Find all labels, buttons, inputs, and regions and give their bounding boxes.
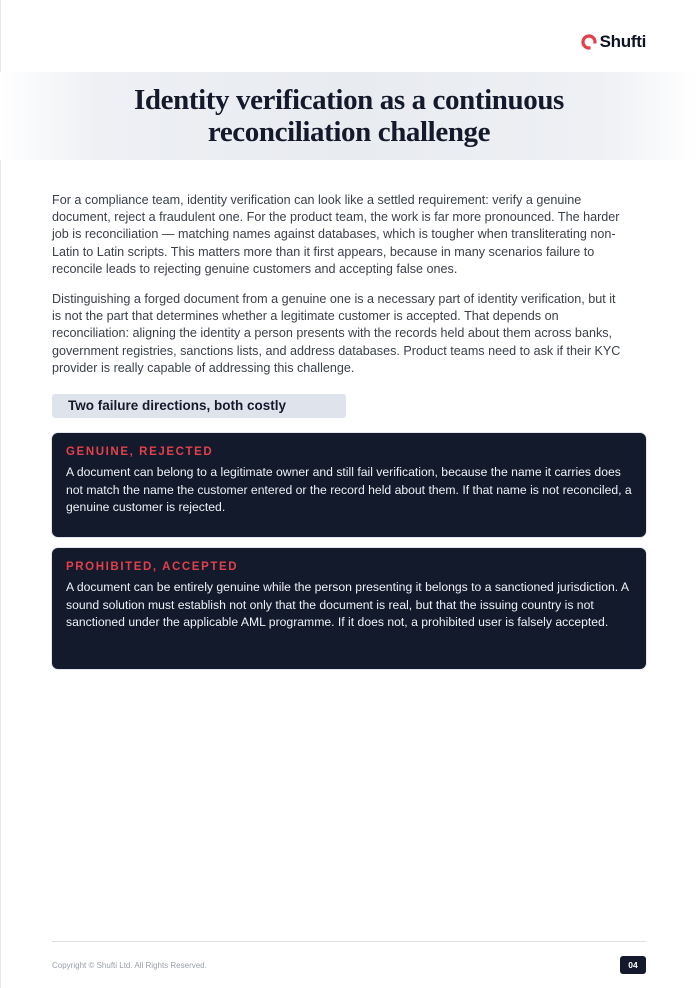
card-label: PROHIBITED, ACCEPTED — [66, 561, 239, 573]
callout-card-genuine-rejected — [52, 433, 646, 537]
page-title-line-1: Identity verification as a continuous — [134, 84, 564, 116]
page-number-badge: 04 — [620, 956, 646, 974]
brand-logo — [581, 32, 646, 52]
copyright-text: Copyright © Shufti Ltd. All Rights Reserved. — [52, 961, 207, 970]
card-label: GENUINE, REJECTED — [66, 446, 214, 458]
section-heading: Two failure directions, both costly — [52, 394, 346, 418]
reconciliation-paragraph: Distinguishing a forged document from a genuine one is a necessary part of identity verification, but it is not the part that determines whether a legitimate customer is accepted. That depends on reconciliation: aligning the identity a person presents with the records held about them across banks, government registries, sanctions lists, and address databases. Product teams need to ask if their KYC provider is really capable of addressing this challenge. — [52, 292, 621, 375]
circle-logo-icon — [581, 34, 597, 50]
footer-divider — [52, 941, 646, 942]
brand-name: Shufti — [599, 32, 646, 51]
page-title-line-2: reconciliation challenge — [207, 116, 491, 148]
intro-paragraph: For a compliance team, identity verification can look like a settled requirement: verify a genuine document, reject a fraudulent one. For the product team, the work is far more pronounced. The harder job is reconciliation — matching names against databases, which is tougher when transliterating non-Latin to Latin scripts. This matters more than it first appears, because in many scenarios failure to reconcile leads to rejecting genuine customers and accepting false ones. — [52, 193, 620, 276]
page-title — [60, 84, 638, 148]
card-body: A document can belong to a legitimate owner and still fail verification, because the name it carries does not match the name the customer entered or the record held about them. If that name is not reconciled, a genuine customer is rejected. — [66, 465, 632, 515]
callout-card-prohibited-accepted — [52, 548, 646, 669]
card-body: A document can be entirely genuine while the person presenting it belongs to a sanctioned jurisdiction. A sound solution must establish not only that the document is real, but that the issuing country is not sanctioned under the applicable AML programme. If it does not, a prohibited user is falsely accepted. — [66, 580, 629, 630]
